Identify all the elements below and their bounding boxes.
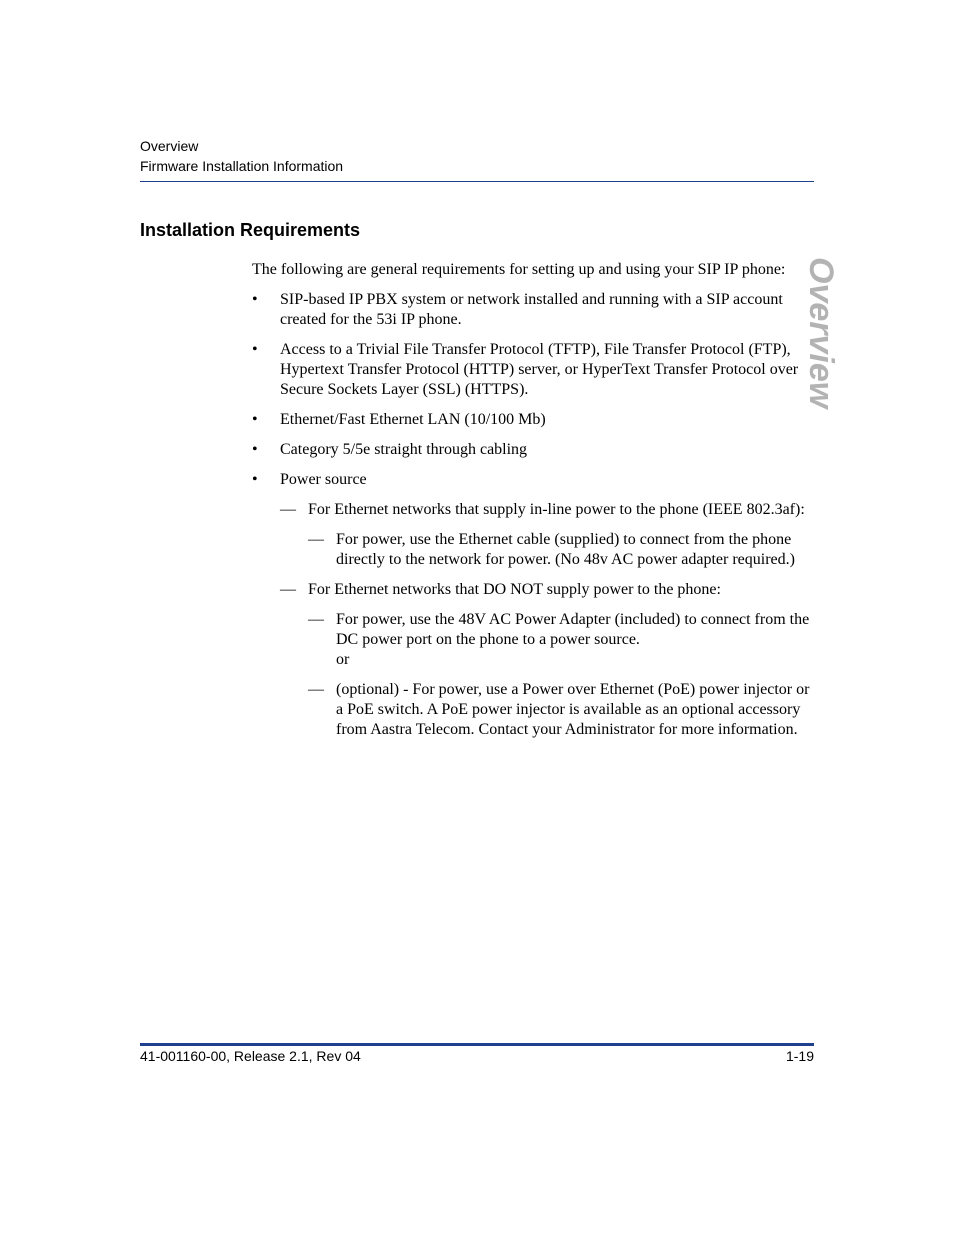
bullet-item: [252, 470, 814, 490]
intro-paragraph: The following are general requirements for setting up and using your SIP IP phone:: [252, 261, 786, 278]
header-section: Firmware Installation Information: [140, 158, 344, 174]
bullet-text: Ethernet/Fast Ethernet LAN (10/100 Mb): [280, 411, 546, 428]
power-detail-inline: [308, 530, 814, 570]
power-detail-text: For power, use the Ethernet cable (supplied) to connect from the phone directly to the network for power. (No 48v AC power adapter required.): [336, 531, 795, 568]
bullet-text: SIP-based IP PBX system or network installed and running with a SIP account created for the 53i IP phone.: [280, 291, 783, 328]
power-option-text: For Ethernet networks that DO NOT supply power to the phone:: [308, 581, 721, 598]
bullet-item: [252, 410, 814, 430]
bullet-item: [252, 440, 814, 460]
dash-mark: —: [280, 501, 296, 518]
dash-mark: —: [308, 681, 324, 698]
dash-mark: —: [280, 581, 296, 598]
bullet-mark: •: [252, 291, 258, 308]
power-option-text: For Ethernet networks that supply in-line power to the phone (IEEE 802.3af):: [308, 501, 805, 518]
or-text: or: [336, 651, 350, 668]
running-header: [140, 136, 814, 176]
side-tab-label: Overview: [802, 257, 840, 409]
section-title: Installation Requirements: [140, 220, 361, 240]
bullet-text: Category 5/5e straight through cabling: [280, 441, 528, 458]
power-option-no-power: [280, 580, 814, 600]
page-number: 1-19: [785, 1048, 814, 1064]
adapter-text: For power, use the 48V AC Power Adapter (included) to connect from the DC power port on the phone to a power source.: [336, 611, 810, 648]
dash-mark: —: [308, 531, 324, 548]
footer-doc-id: 41-001160-00, Release 2.1, Rev 04: [140, 1048, 361, 1064]
power-option-inline: [280, 500, 814, 520]
header-chapter: Overview: [140, 138, 199, 154]
bullet-item: [252, 290, 814, 330]
dash-mark: —: [308, 611, 324, 628]
power-detail-text: [336, 610, 814, 670]
bullet-text: Access to a Trivial File Transfer Protocol (TFTP), File Transfer Protocol (FTP), Hypertext Transfer Protocol (HTTP) server, or HyperText Transfer Protocol over Secure Sockets Layer (SSL) (HTTPS).: [280, 341, 799, 398]
power-detail-poe: [308, 680, 814, 740]
running-footer: [140, 1046, 814, 1066]
side-tab-overview: [802, 255, 862, 423]
header-rule: [140, 181, 814, 182]
body-text: [252, 260, 814, 750]
bullet-mark: •: [252, 471, 258, 488]
bullet-text: Power source: [280, 471, 367, 488]
bullet-mark: •: [252, 441, 258, 458]
power-detail-adapter: [308, 610, 814, 670]
power-detail-text: (optional) - For power, use a Power over Ethernet (PoE) power injector or a PoE switch. A PoE power injector is available as an optional accessory from Aastra Telecom. Contact your Administrator for more information.: [336, 681, 810, 738]
bullet-item: [252, 340, 814, 400]
bullet-mark: •: [252, 341, 258, 358]
bullet-mark: •: [252, 411, 258, 428]
